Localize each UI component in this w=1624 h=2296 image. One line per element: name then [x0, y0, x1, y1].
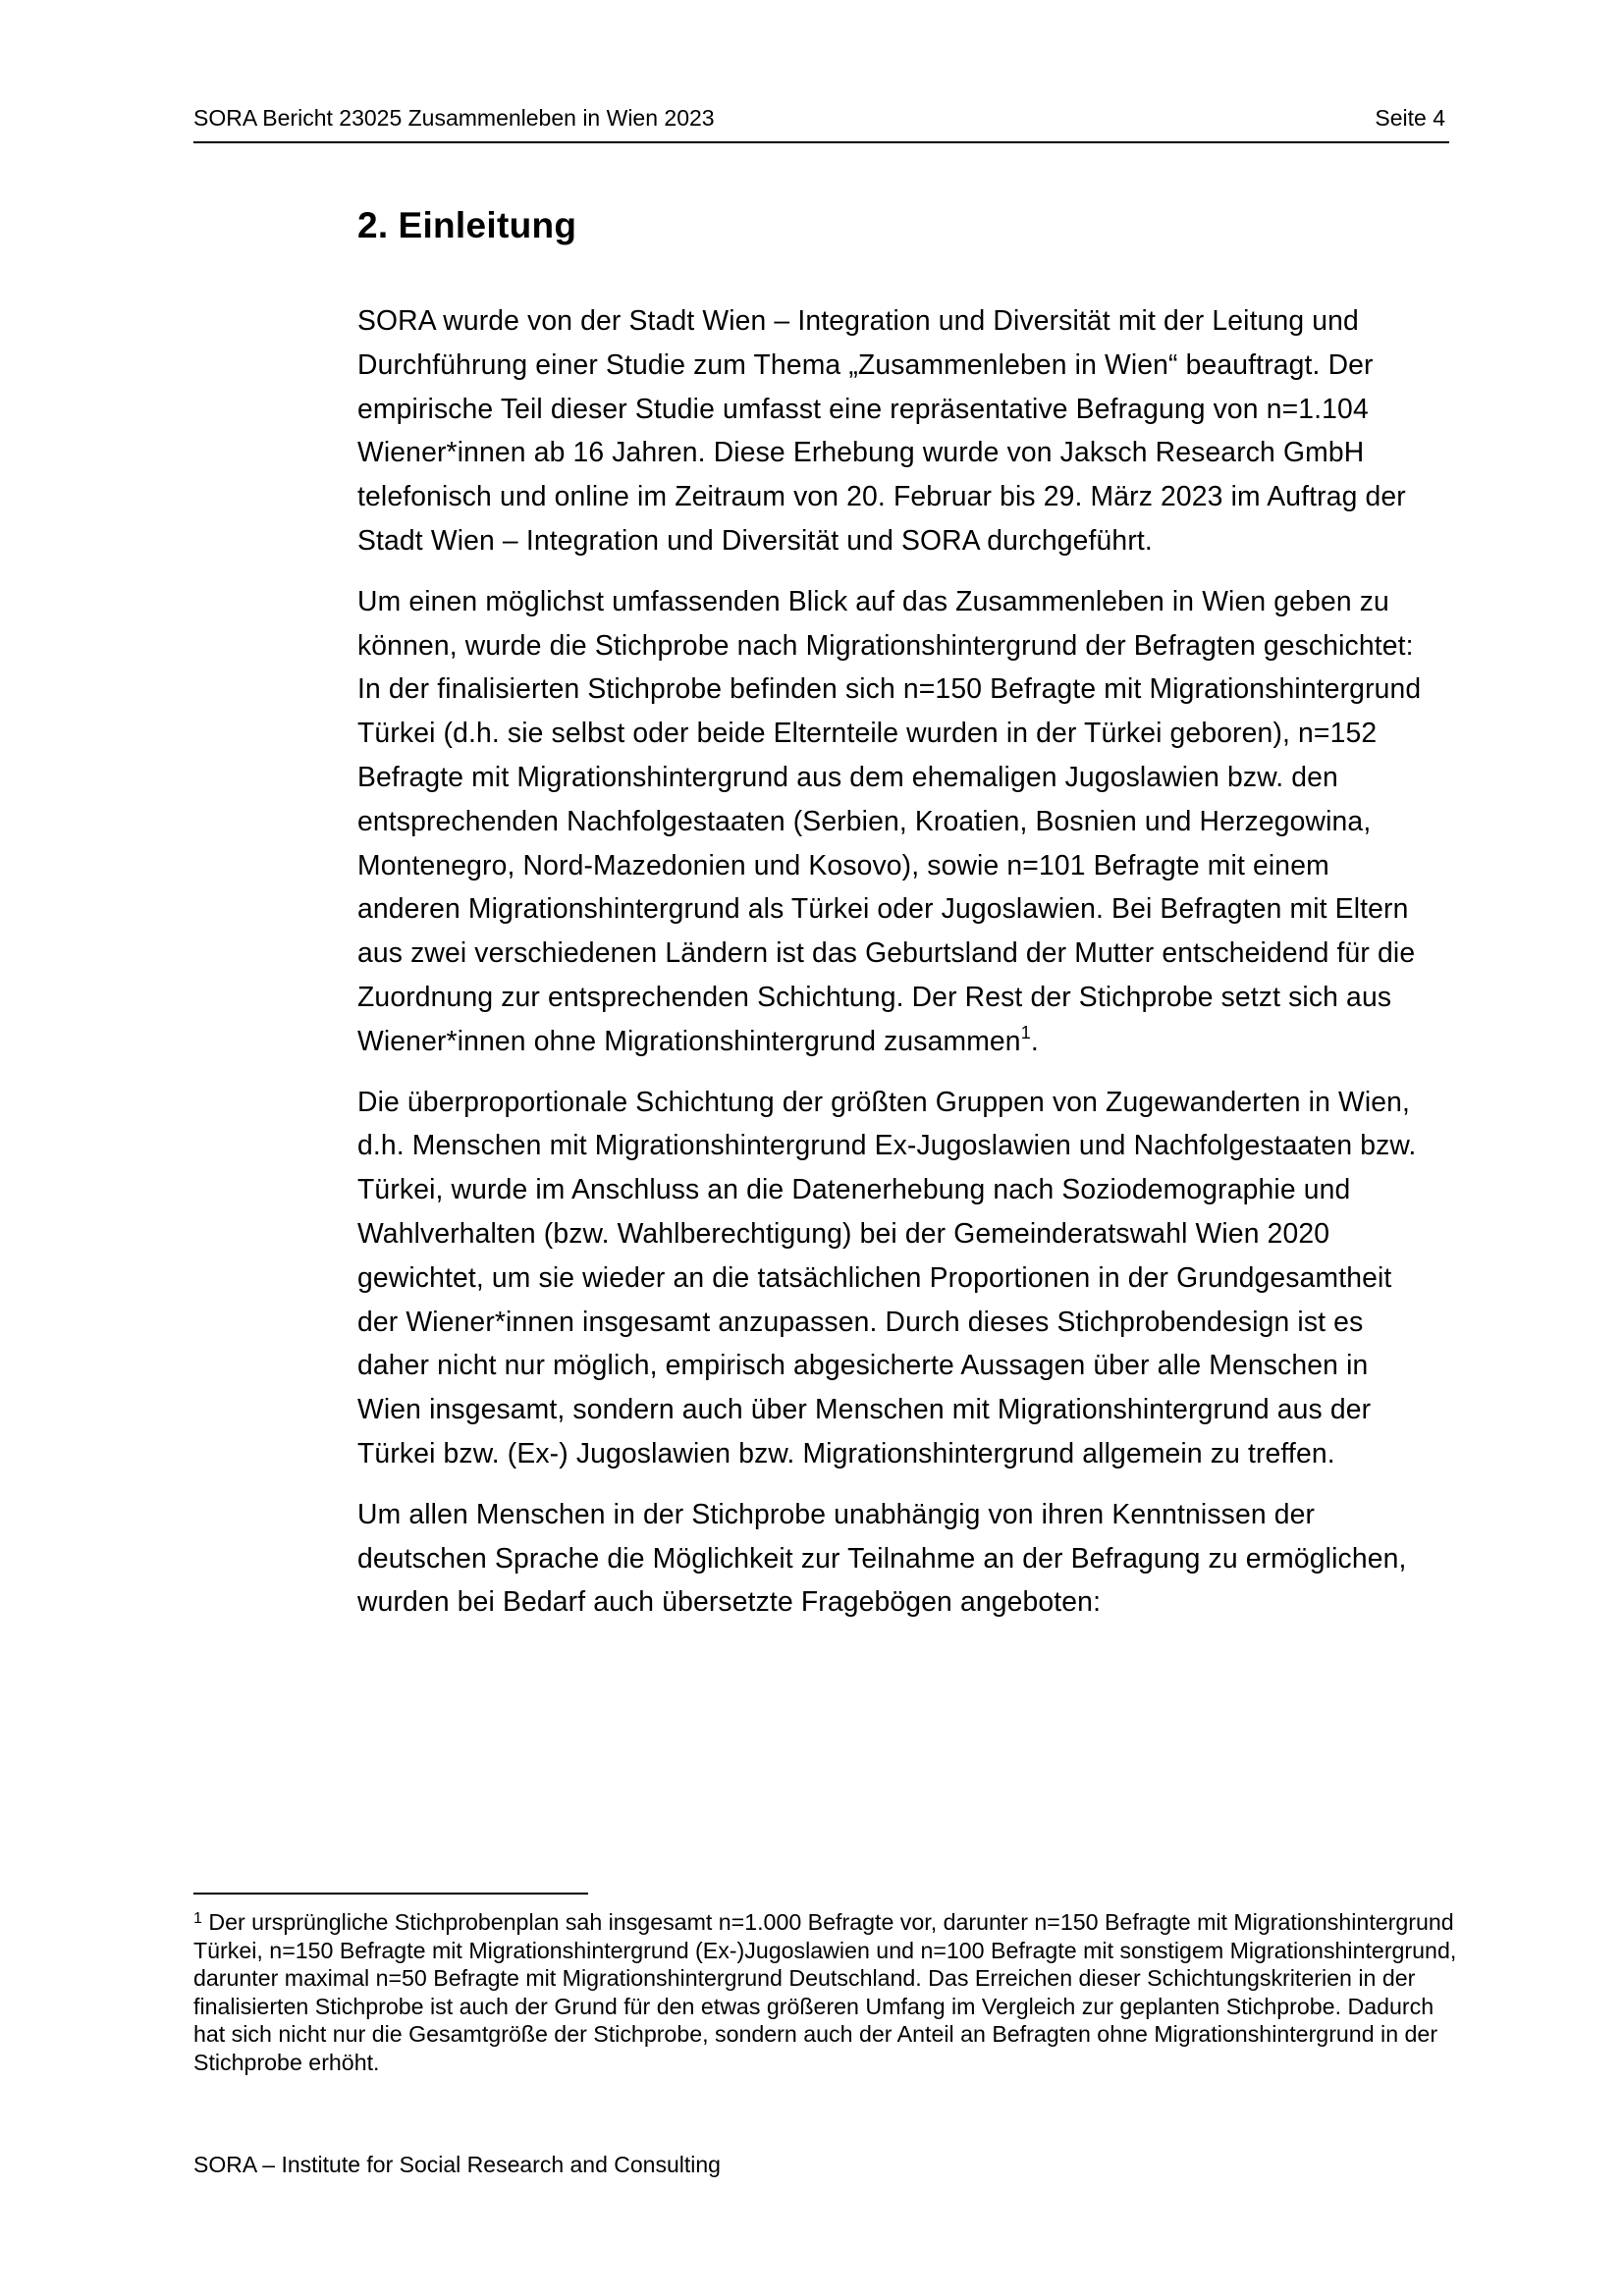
- footnote-separator: [193, 1893, 588, 1895]
- page-header: [193, 102, 1449, 143]
- report-title: SORA Bericht 23025 Zusammenleben in Wien 2023: [193, 105, 715, 131]
- chapter-title: Einleitung: [398, 205, 577, 245]
- paragraph-translation: Um allen Menschen in der Stichprobe unabhängig von ihren Kenntnissen der deutschen Sprache die Möglichkeit zur Teilnahme an der Befragung zu ermöglichen, wurden bei Bedarf auch übersetzte Fragebögen angeboten:: [357, 1497, 1407, 1618]
- paragraph-weighting: Die überproportionale Schichtung der größten Gruppen von Zugewanderten in Wien, d.h. Menschen mit Migrationshintergrund Ex-Jugoslawien und Nachfolgestaaten bzw. Türkei, wurde im Anschluss an die Datenerhebung nach Soziodemographie und Wahlverhalten (bzw. Wahlberechtigung) bei der Gemeinderatswahl Wien 2020 gewichtet, um sie wieder an die tatsächlichen Proportionen in der Grundgesamtheit der Wiener*innen insgesamt anzupassen. Durch dieses Stichprobendesign ist es daher nicht nur möglich, empirisch abgesicherte Aussagen über alle Menschen in Wien insgesamt, sondern auch über Menschen mit Migrationshintergrund aus der Türkei bzw. (Ex-) Jugoslawien bzw. Migrationshintergrund allgemein zu treffen.: [357, 1085, 1417, 1468]
- page-footer: SORA – Institute for Social Research and Consulting: [193, 2152, 721, 2177]
- chapter-number: 2.: [357, 205, 389, 245]
- paragraph-sample-text: Um einen möglichst umfassenden Blick auf das Zusammenleben in Wien geben zu können, wurde die Stichprobe nach Migrationshintergrund der Befragten geschichtet: In der finalisierten Stichprobe befinden sich n=150 Befragte mit Migrationshintergrund Türkei (d.h. sie selbst oder beide Elternteile wurden in der Türkei geboren), n=152 Befragte mit Migrationshintergrund aus dem ehemaligen Jugoslawien bzw. den entsprechenden Nachfolgestaaten (Serbien, Kroatien, Bosnien und Herzegowina, Montenegro, Nord-Mazedonien und Kosovo), sowie n=101 Befragte mit einem anderen Migrationshintergrund als Türkei oder Jugoslawien. Bei Befragten mit Eltern aus zwei verschiedenen Ländern ist das Geburtsland der Mutter entscheidend für die Zuordnung zur entsprechenden Schichtung. Der Rest der Stichprobe setzt sich aus Wiener*innen ohne Migrationshintergrund zusammen: [357, 584, 1422, 1056]
- chapter-heading: [357, 203, 576, 248]
- body-text: [357, 298, 1437, 1640]
- footnote: [193, 1908, 1460, 2076]
- paragraph-intro: SORA wurde von der Stadt Wien – Integration und Diversität mit der Leitung und Durchführung einer Studie zum Thema „Zusammenleben in Wien“ beauftragt. Der empirische Teil dieser Studie umfasst eine repräsentative Befragung von n=1.104 Wiener*innen ab 16 Jahren. Diese Erhebung wurde von Jaksch Research GmbH telefonisch und online im Zeitraum von 20. Februar bis 29. März 2023 im Auftrag der Stadt Wien – Integration und Diversität und SORA durchgeführt.: [357, 304, 1406, 556]
- footnote-reference[interactable]: 1: [1020, 1022, 1031, 1042]
- page-number: Seite 4: [1375, 105, 1445, 131]
- footnote-marker: 1: [193, 1910, 202, 1927]
- paragraph-sample: [357, 579, 1437, 1063]
- footnote-text: Der ursprüngliche Stichprobenplan sah insgesamt n=1.000 Befragte vor, darunter n=150 Befragte mit Migrationshintergrund Türkei, n=150 Befragte mit Migrationshintergrund (Ex-)Jugoslawien und n=100 Befragte mit sonstigem Migrationshintergrund, darunter maximal n=50 Befragte mit Migrationshintergrund Deutschland. Das Erreichen dieser Schichtungskriterien in der finalisierten Stichprobe ist auch der Grund für den etwas größeren Umfang im Vergleich zur geplanten Stichprobe. Dadurch hat sich nicht nur die Gesamtgröße der Stichprobe, sondern auch der Anteil an Befragten ohne Migrationshintergrund in der Stichprobe erhöht.: [193, 1909, 1457, 2075]
- paragraph-sample-end: .: [1030, 1024, 1039, 1056]
